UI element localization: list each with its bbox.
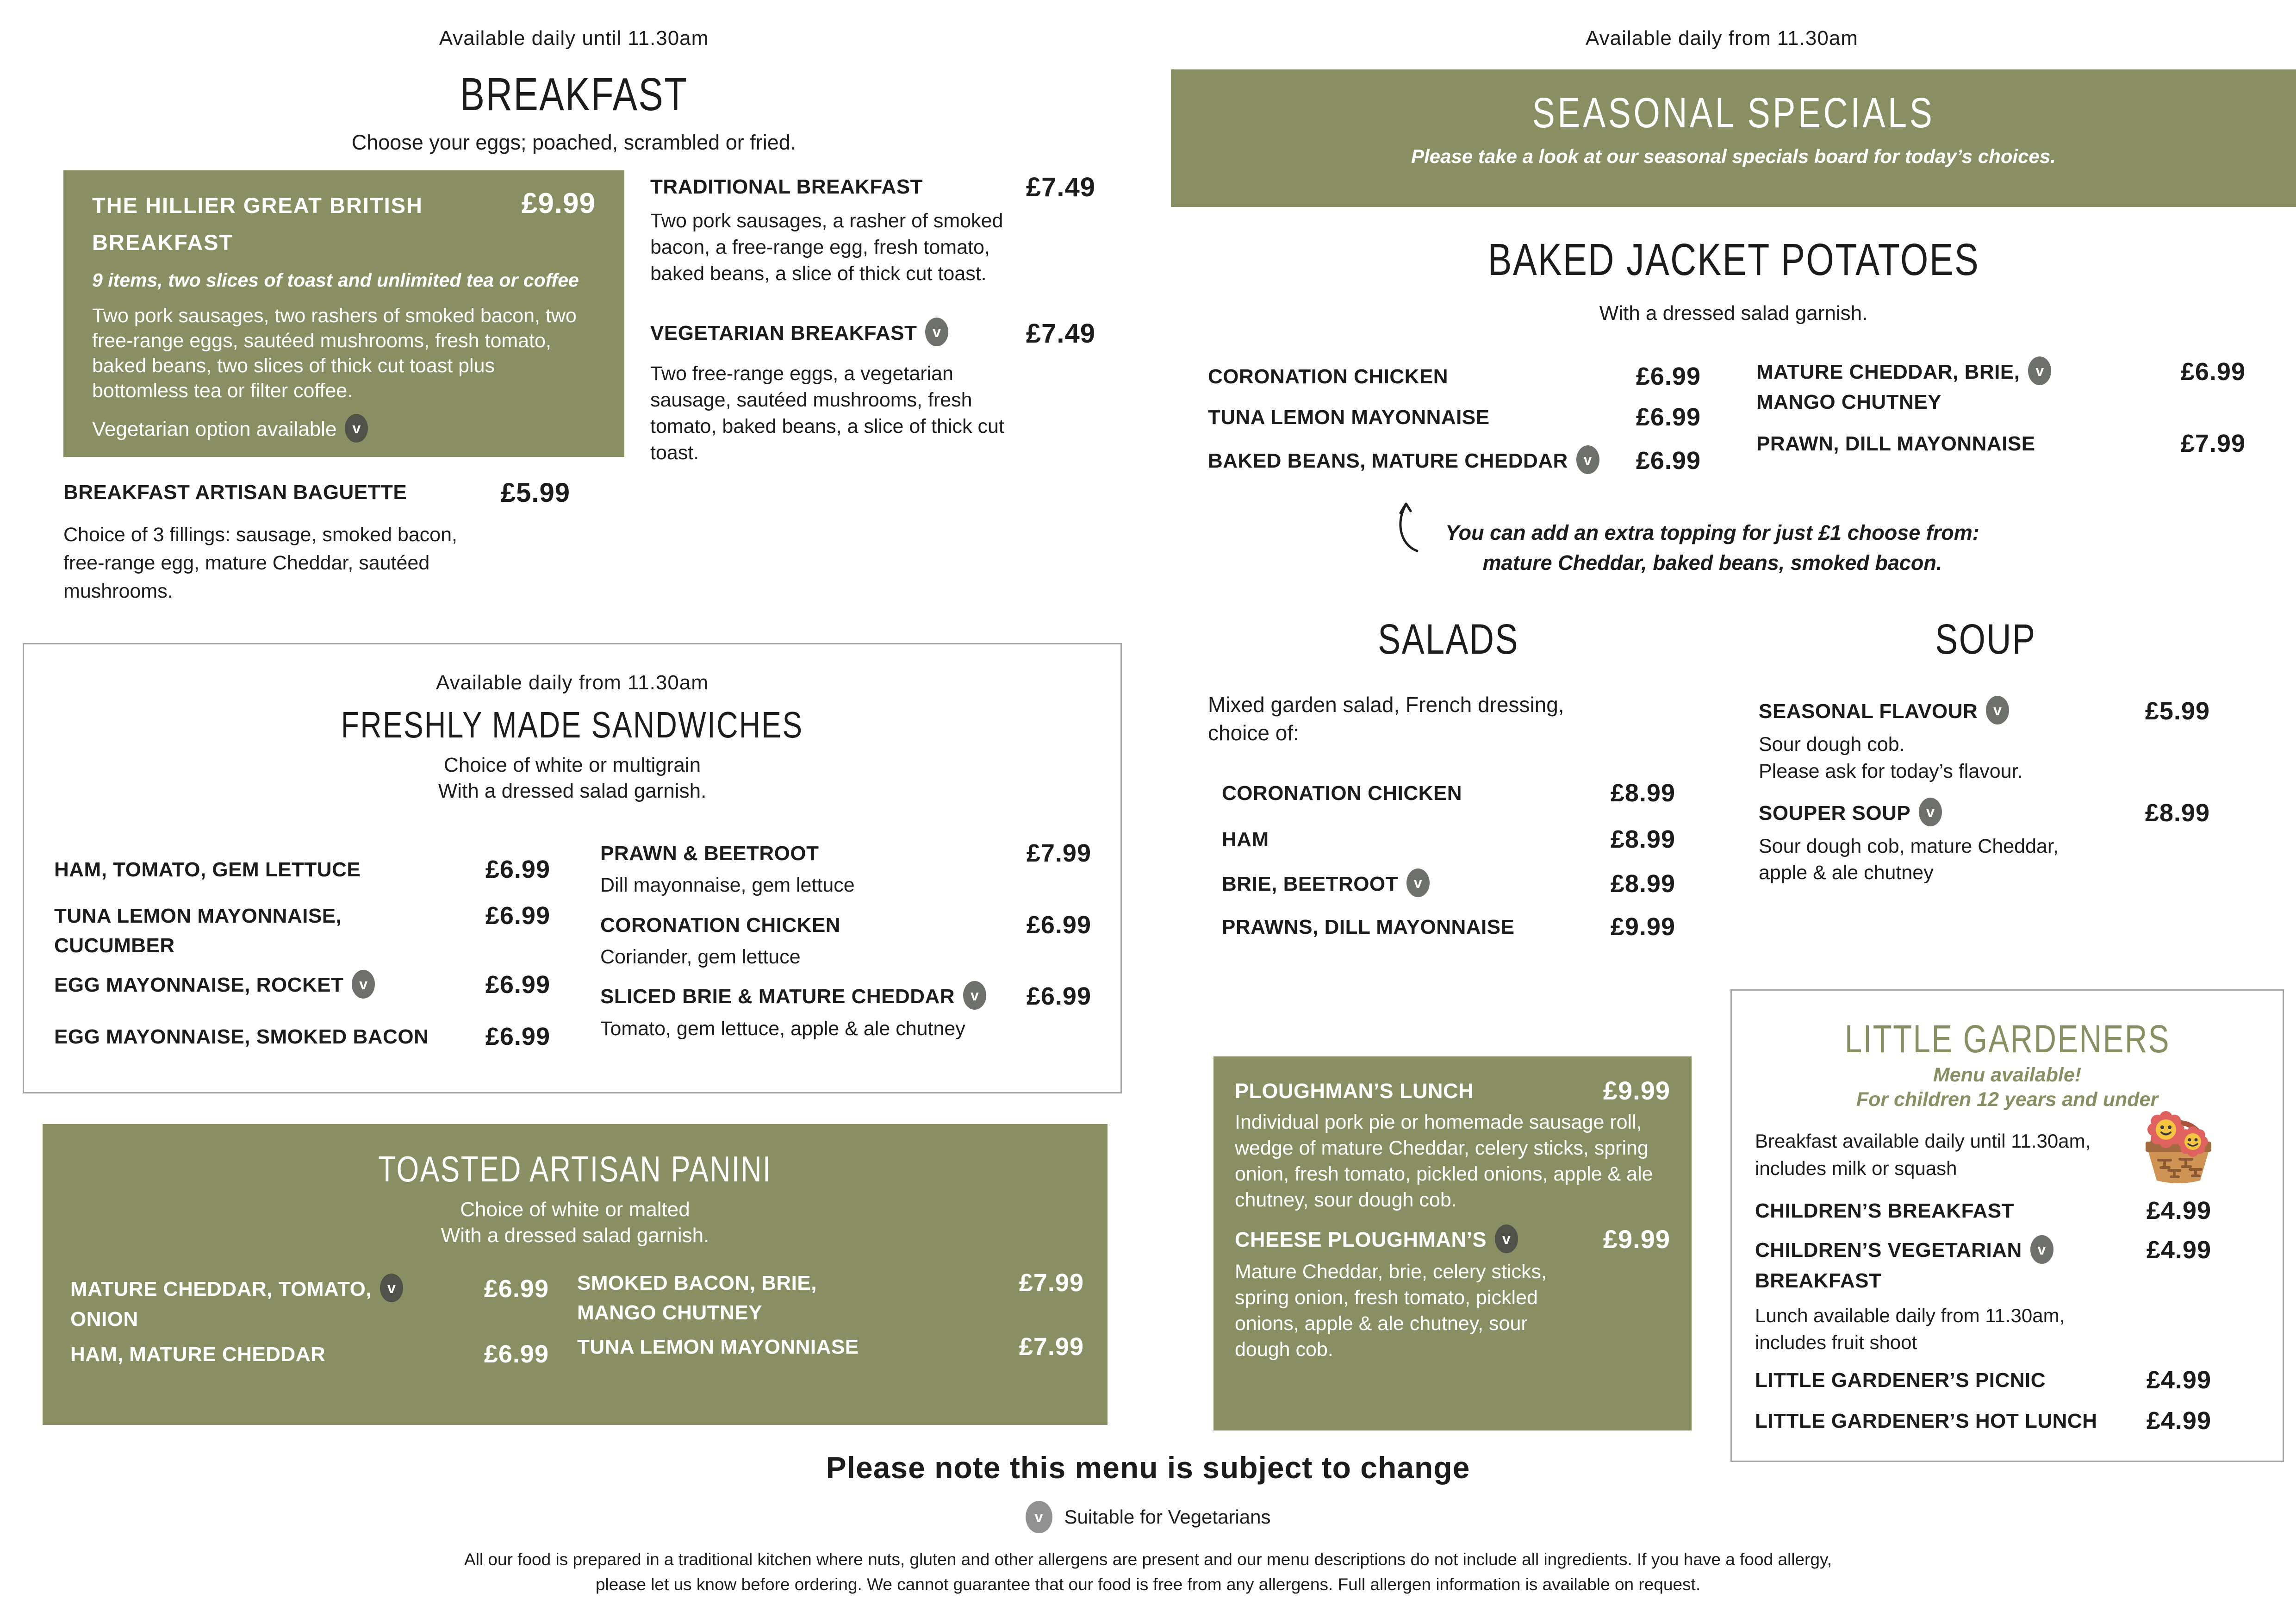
item-description: Coriander, gem lettuce <box>600 945 801 968</box>
item-price: £6.99 <box>1026 911 1091 939</box>
menu-item <box>1222 825 1675 855</box>
baguette-item <box>63 478 570 606</box>
item-name: EGG MAYONNAISE, SMOKED BACON <box>54 1025 429 1048</box>
topping-note-line1: You can add an extra topping for just £1 choose from: <box>1445 521 1979 544</box>
item-name-wrap <box>1759 697 2009 727</box>
baguette-row <box>63 478 570 509</box>
item-price: £8.99 <box>2145 799 2210 827</box>
item-name: PLOUGHMAN’S LUNCH <box>1235 1079 1474 1103</box>
baguette-description: Choice of 3 fillings: sausage, smoked bacon, free-range egg, mature Cheddar, sautéed mushrooms. <box>63 523 457 602</box>
traditional-row <box>650 172 1095 203</box>
item-name: BAKED BEANS, MATURE CHEDDAR <box>1208 449 1568 472</box>
ploughmans-card <box>1213 1056 1692 1430</box>
item-name: TUNA LEMON MAYONNAISE, <box>54 904 342 927</box>
item-name-text: CHILDREN’S VEGETARIAN <box>1755 1239 2022 1262</box>
menu-item <box>1235 1224 1670 1363</box>
specials-subtitle: Please take a look at our seasonal specials board for today’s choices. <box>1411 145 2056 167</box>
vegetarian-icon: v <box>1919 798 1942 826</box>
menu-item <box>600 911 1091 970</box>
item-price: £4.99 <box>2146 1406 2211 1435</box>
panini-left-column <box>70 1274 549 1369</box>
sandwiches-right-column <box>600 839 1091 1043</box>
panini-title-wrap <box>43 1151 1108 1187</box>
item-description-line1: Sour dough cob. <box>1759 733 1905 756</box>
little-gardeners-subtitle1: Menu available! <box>1933 1064 2082 1086</box>
lg-lunch-note <box>1755 1302 2259 1357</box>
item-description-line2: apple & ale chutney <box>1759 862 1934 884</box>
menu-item <box>54 1022 550 1052</box>
item-name: BRIE, BEETROOT <box>1222 872 1399 895</box>
hillier-title-row <box>92 187 596 261</box>
vegetarian-breakfast-item <box>650 319 1095 466</box>
menu-item <box>54 970 550 1000</box>
sandwiches-subtitle2: With a dressed salad garnish. <box>438 780 707 802</box>
item-description: Dill mayonnaise, gem lettuce <box>600 874 855 896</box>
sandwiches-card <box>23 643 1122 1093</box>
menu-item <box>1208 446 1701 476</box>
item-description-line1: Sour dough cob, mature Cheddar, <box>1759 835 2059 858</box>
item-name: SEASONAL FLAVOUR <box>1759 700 1978 723</box>
item-price: £8.99 <box>1610 825 1675 853</box>
menu-item <box>1756 357 2246 417</box>
menu-item <box>54 855 550 885</box>
hillier-name <box>92 187 423 261</box>
panini-subtitle1: Choice of white or malted <box>460 1198 690 1221</box>
item-name-wrap <box>1755 1236 2053 1295</box>
flower-basket-icon <box>2139 1101 2218 1187</box>
vegetarian-name-wrap <box>650 319 948 349</box>
little-gardeners-subtitle2: For children 12 years and under <box>1856 1088 2159 1111</box>
menu-item <box>577 1268 1084 1328</box>
item-name: HAM, TOMATO, GEM LETTUCE <box>54 858 361 881</box>
hillier-price: £9.99 <box>521 187 596 219</box>
panini-card <box>43 1124 1108 1425</box>
item-name: LITTLE GARDENER’S PICNIC <box>1755 1369 2046 1392</box>
breakfast-header <box>0 27 1148 155</box>
item-description: Mature Cheddar, brie, celery sticks, spring onion, fresh tomato, pickled onions, apple & ale chutney, sour dough cob. <box>1235 1260 1547 1361</box>
vegetarian-icon: v <box>925 318 948 346</box>
item-name-line2: BREAKFAST <box>1755 1269 1882 1292</box>
allergen-note-line1: All our food is prepared in a traditional kitchen where nuts, gluten and other allergens are present and our menu descriptions do not include all ingredients. If you have a food allergy, <box>464 1550 1832 1569</box>
item-name: CORONATION CHICKEN <box>600 913 841 937</box>
item-price: £6.99 <box>2180 358 2246 386</box>
item-name: SLICED BRIE & MATURE CHEDDAR <box>600 985 955 1008</box>
sandwiches-left-column <box>54 855 550 1052</box>
vegetarian-icon: v <box>2030 1235 2053 1264</box>
item-price: £7.99 <box>1026 839 1091 867</box>
item-price: £4.99 <box>2146 1196 2211 1224</box>
menu-item <box>1755 1196 2211 1226</box>
item-name: LITTLE GARDENER’S HOT LUNCH <box>1755 1409 2097 1432</box>
vegetarian-icon: v <box>1406 868 1430 897</box>
specials-availability: Available daily from 11.30am <box>1586 27 1858 50</box>
jackets-title-wrap <box>1171 234 2296 285</box>
menu-item <box>600 982 1091 1043</box>
vegetarian-icon: v <box>380 1274 403 1302</box>
allergen-note-line2: please let us know before ordering. We cannot guarantee that our food is free from any allergens. Full allergen information is available on request. <box>595 1575 1701 1594</box>
vegetarian-icon: v <box>1986 696 2009 725</box>
item-description: Individual pork pie or homemade sausage roll, wedge of mature Cheddar, celery sticks, spring onion, fresh tomato, pickled onions, apple & ale chutney, sour dough cob. <box>1235 1111 1653 1211</box>
flower-2 <box>2178 1126 2208 1157</box>
item-name-wrap <box>1235 1224 1518 1255</box>
item-name-wrap <box>54 970 375 1000</box>
item-row <box>1235 1076 1670 1106</box>
item-price: £8.99 <box>1610 779 1675 807</box>
item-name: PRAWNS, DILL MAYONNAISE <box>1222 915 1515 938</box>
seasonal-specials-banner <box>1171 69 2296 207</box>
soup-title: SOUP <box>1935 616 2036 663</box>
item-price: £8.99 <box>1610 869 1675 898</box>
item-row <box>600 982 1091 1012</box>
item-price: £6.99 <box>1636 446 1701 475</box>
vegetarian-icon: v <box>352 970 375 999</box>
hillier-tagline: 9 items, two slices of toast and unlimited tea or coffee <box>92 269 579 291</box>
item-name: TUNA LEMON MAYONNAISE <box>1208 406 1490 429</box>
item-name-line2: MANGO CHUTNEY <box>577 1301 763 1324</box>
specials-title: SEASONAL SPECIALS <box>1532 89 1935 137</box>
breakfast-title: BREAKFAST <box>460 69 688 120</box>
item-name: SOUPER SOUP <box>1759 801 1911 824</box>
traditional-description: Two pork sausages, a rasher of smoked bacon, a free-range egg, fresh tomato, baked beans, a slice of thick cut toast. <box>650 209 1003 285</box>
sandwiches-availability: Available daily from 11.30am <box>436 671 709 694</box>
item-name: CORONATION CHICKEN <box>1222 782 1462 805</box>
item-name: HAM <box>1222 828 1269 851</box>
salads-intro: Mixed garden salad, French dressing, choice of: <box>1208 693 1564 745</box>
item-row <box>1759 697 2210 727</box>
sandwiches-title: FRESHLY MADE SANDWICHES <box>341 704 803 745</box>
vegetarian-price: £7.49 <box>1026 319 1095 349</box>
item-name: CHEESE PLOUGHMAN’S <box>1235 1227 1487 1251</box>
sandwiches-title-wrap <box>24 706 1120 743</box>
item-name-wrap <box>1208 446 1599 476</box>
item-description-line2: Please ask for today’s flavour. <box>1759 760 2023 782</box>
menu-item <box>1235 1076 1670 1213</box>
item-price: £4.99 <box>2146 1236 2211 1264</box>
lg-breakfast-note <box>1755 1128 2134 1182</box>
little-gardeners-card <box>1730 989 2284 1462</box>
item-name-wrap <box>70 1274 403 1334</box>
soup-items <box>1759 697 2210 887</box>
vegetarian-icon: v <box>2028 356 2051 385</box>
jackets-left-column <box>1208 362 1701 476</box>
menu-item <box>1755 1366 2211 1395</box>
traditional-breakfast-item <box>650 172 1095 287</box>
soup-title-wrap <box>1754 618 2217 661</box>
vegetarian-icon: v <box>345 414 368 443</box>
lg-lunch-note-line1: Lunch available daily from 11.30am, <box>1755 1304 2065 1326</box>
item-name: TUNA LEMON MAYONNIASE <box>577 1335 859 1358</box>
item-price: £9.99 <box>1603 1076 1670 1105</box>
menu-item <box>70 1340 549 1369</box>
jackets-topping-note <box>1342 518 2083 578</box>
menu-item <box>1222 779 1675 808</box>
item-name: CHILDREN’S BREAKFAST <box>1755 1199 2015 1222</box>
item-price: £6.99 <box>484 1340 549 1368</box>
item-name-wrap <box>54 901 342 961</box>
item-price: £7.99 <box>1019 1332 1084 1361</box>
breakfast-availability: Available daily until 11.30am <box>439 27 709 50</box>
vegetarian-icon: v <box>1576 445 1599 474</box>
item-price: £5.99 <box>2145 697 2210 725</box>
hillier-description: Two pork sausages, two rashers of smoked bacon, two free-range eggs, sautéed mushrooms, fresh tomato, baked beans, two slices of thick cut toast plus bottomless tea or filter coffee. <box>92 304 577 402</box>
item-name-wrap <box>1222 869 1430 899</box>
item-name-wrap <box>600 982 986 1012</box>
hillier-veg-note: Vegetarian option available <box>92 418 337 441</box>
menu-item <box>1755 1236 2211 1295</box>
panini-title: TOASTED ARTISAN PANINI <box>378 1149 772 1189</box>
item-name-text: MATURE CHEDDAR, BRIE, <box>1756 361 2020 383</box>
item-row <box>600 839 1091 868</box>
menu-item <box>54 901 550 961</box>
jackets-right-column <box>1756 357 2246 459</box>
menu-item <box>1756 429 2246 459</box>
item-name: CORONATION CHICKEN <box>1208 365 1449 388</box>
menu-item <box>600 839 1091 899</box>
item-row <box>1759 799 2210 829</box>
item-price: £6.99 <box>1636 403 1701 431</box>
breakfast-subtitle: Choose your eggs; poached, scrambled or fried. <box>351 131 796 154</box>
traditional-name: TRADITIONAL BREAKFAST <box>650 175 923 198</box>
item-name-wrap <box>1759 799 1942 829</box>
item-price: £9.99 <box>1610 912 1675 941</box>
jackets-subtitle: With a dressed salad garnish. <box>1599 302 1868 325</box>
menu-item <box>1222 912 1675 942</box>
vegetarian-icon: v <box>963 981 986 1010</box>
menu-item <box>577 1332 1084 1362</box>
item-name-wrap <box>1756 357 2051 417</box>
veg-legend-label: Suitable for Vegetarians <box>1064 1506 1271 1528</box>
item-price: £4.99 <box>2146 1366 2211 1394</box>
panini-subtitle2: With a dressed salad garnish. <box>441 1224 709 1247</box>
lg-lunch-note-line2: includes fruit shoot <box>1755 1331 1917 1354</box>
item-price: £7.99 <box>2180 430 2246 458</box>
menu-change-note: Please note this menu is subject to change <box>826 1450 1470 1485</box>
lg-breakfast-note-line1: Breakfast available daily until 11.30am, <box>1755 1130 2091 1152</box>
menu-item <box>1208 362 1701 392</box>
item-name: HAM, MATURE CHEDDAR <box>70 1343 326 1366</box>
traditional-price: £7.49 <box>1026 172 1095 202</box>
menu-item <box>1208 403 1701 432</box>
sandwiches-subtitle1: Choice of white or multigrain <box>443 754 701 776</box>
little-gardeners-title: LITTLE GARDENERS <box>1844 1017 2170 1061</box>
item-name: PRAWN & BEETROOT <box>600 842 819 865</box>
item-name: EGG MAYONNAISE, ROCKET <box>54 974 344 997</box>
hillier-breakfast-card <box>63 170 624 457</box>
item-price: £6.99 <box>1026 982 1091 1010</box>
menu-item <box>1759 799 2210 887</box>
little-gardeners-title-wrap <box>1755 1017 2259 1061</box>
veg-legend-row <box>0 1501 2296 1533</box>
item-name <box>1756 357 2051 387</box>
item-price: £6.99 <box>485 1022 550 1050</box>
item-price: £6.99 <box>484 1275 549 1303</box>
vegetarian-icon: v <box>1495 1224 1518 1253</box>
salads-title: SALADS <box>1378 616 1519 663</box>
specials-title-wrap <box>1171 89 2296 137</box>
hillier-veg-row <box>92 416 596 445</box>
item-name: PRAWN, DILL MAYONNAISE <box>1756 432 2035 456</box>
vegetarian-name: VEGETARIAN BREAKFAST <box>650 322 917 344</box>
item-price: £6.99 <box>485 901 550 930</box>
lg-breakfast-note-line2: includes milk or squash <box>1755 1157 1957 1179</box>
menu-item <box>1755 1406 2211 1436</box>
item-price: £6.99 <box>485 971 550 999</box>
vegetarian-description: Two free-range eggs, a vegetarian sausage, sautéed mushrooms, fresh tomato, baked beans, a slice of thick cut toast. <box>650 362 1004 464</box>
vegetarian-row <box>650 319 1095 350</box>
menu-item <box>1759 697 2210 785</box>
item-name: SMOKED BACON, BRIE, <box>577 1272 817 1294</box>
panini-right-column <box>577 1268 1084 1362</box>
menu-item <box>70 1274 549 1334</box>
item-price: £7.99 <box>1019 1269 1084 1297</box>
item-name-wrap <box>577 1268 817 1328</box>
item-row <box>600 911 1091 940</box>
salads-items <box>1222 779 1675 942</box>
item-description: Tomato, gem lettuce, apple & ale chutney <box>600 1018 965 1040</box>
baguette-name: BREAKFAST ARTISAN BAGUETTE <box>63 481 407 504</box>
topping-note-line2: mature Cheddar, baked beans, smoked bacon. <box>1482 551 1942 575</box>
item-price: £9.99 <box>1603 1224 1670 1254</box>
item-name-text: MATURE CHEDDAR, TOMATO, <box>70 1278 372 1300</box>
item-row <box>1235 1224 1670 1255</box>
jackets-title: BAKED JACKET POTATOES <box>1487 234 1979 285</box>
item-name <box>70 1274 403 1305</box>
item-price: £6.99 <box>1636 362 1701 390</box>
item-price: £6.99 <box>485 856 550 883</box>
breakfast-title-wrap <box>0 71 1148 118</box>
menu-item <box>1222 869 1675 899</box>
item-name <box>1755 1236 2053 1266</box>
baguette-price: £5.99 <box>500 478 570 508</box>
hillier-name-line2: BREAKFAST <box>92 230 234 255</box>
salads-title-wrap <box>1203 618 1694 661</box>
item-name-line2: CUCUMBER <box>54 934 175 957</box>
item-name-line2: MANGO CHUTNEY <box>1756 391 1942 414</box>
item-name-line2: ONION <box>70 1308 138 1331</box>
vegetarian-icon: v <box>1026 1501 1052 1533</box>
hillier-name-line1: THE HILLIER GREAT BRITISH <box>92 193 423 218</box>
